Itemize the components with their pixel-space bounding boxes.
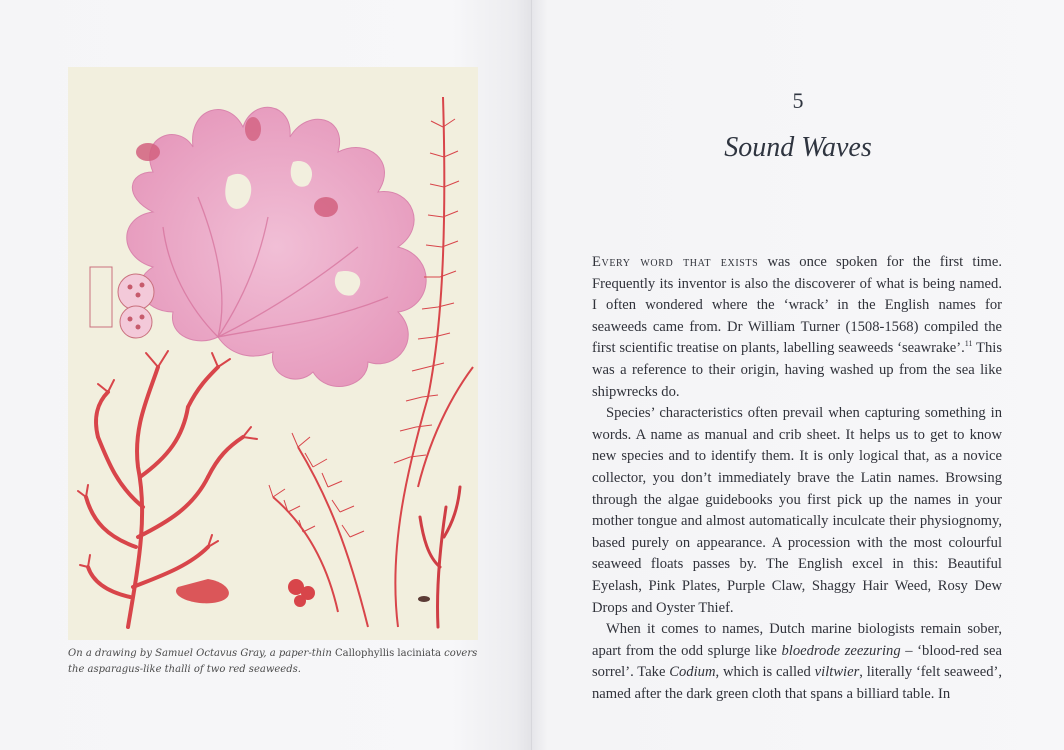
paragraph-3-a: When it comes to names, Dutch marine biologists remain sober, apart from the odd splurge like (592, 621, 1002, 659)
chapter-body (592, 252, 1002, 705)
paragraph-1-text-b: This was a reference to their origin, having washed up from the sea like shipwrecks do. (592, 340, 1002, 400)
caption-part-1: On a drawing by Samuel Octavus Gray, a paper-thin (68, 648, 335, 659)
paragraph-1-text-a: was once spoken for the first time. Frequently its inventor is also the discoverer of what is being named. I often wondered where the ‘wrack’ in the English names for seaweeds came from. Dr William Turner (1508-1568) compiled the first scientific treatise on plants, labelling seaweeds ‘seawrake’. (592, 254, 1002, 357)
caption-part-2: covers the asparagus-like thalli of two red seaweeds. (68, 648, 478, 675)
paragraph-3-d: , literally ‘felt seaweed’, named after the dark green cloth that spans a billiard table. In (592, 664, 1003, 702)
paragraph-3-italic-2: Codium (669, 664, 716, 681)
seaweed-illustration (68, 67, 478, 640)
chapter-title: Sound Waves (724, 132, 872, 163)
seaweed-drawing (68, 67, 478, 640)
opening-small-caps: Every word that exists (592, 254, 759, 270)
chapter-number: 5 (792, 88, 804, 113)
paragraph-1 (592, 252, 1002, 403)
paragraph-3 (592, 619, 1002, 705)
paragraph-3-c: , which is called (715, 664, 815, 681)
footnote-marker: 11 (964, 339, 973, 349)
paragraph-3-italic-3: viltwier (814, 664, 860, 681)
paragraph-3-italic-1: bloedrode zeezuring (781, 642, 901, 659)
paragraph-2: Species’ characteristics often prevail when capturing something in words. A name as manual and crib sheet. It helps us to get to know new species and to identify them. It is only logical that, as a novice collector, you don’t immediately brave the Latin names. Browsing through the algae guidebooks you first pick up the names in your mother tongue and almost automatically inculcate their physiognomy, based purely on appearance. A procession with the most colourful seaweed floats passes by. The English excel in this: Beautiful Eyelash, Pink Plates, Purple Claw, Shaggy Hair Weed, Rosy Dew Drops and Oyster Thief. (592, 405, 1002, 616)
paragraph-3-b: – ‘blood-red sea sorrel’. Take (592, 642, 1002, 681)
figure-caption (68, 646, 488, 678)
caption-species-name: Callophyllis laciniata (335, 648, 441, 659)
